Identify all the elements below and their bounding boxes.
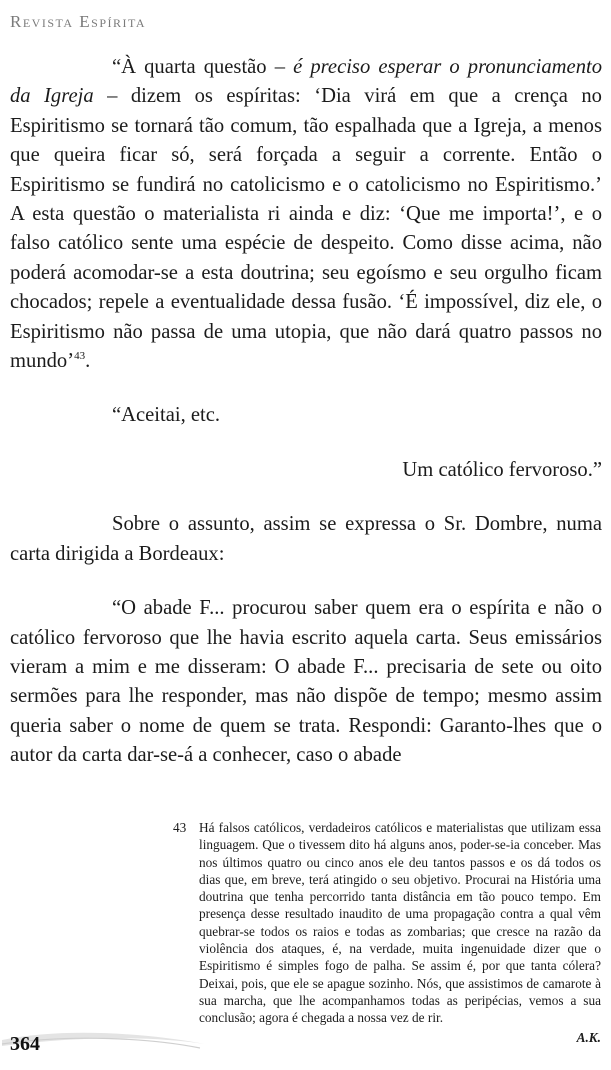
footnote	[173, 819, 601, 1046]
footnote-ref[interactable]: 43	[74, 350, 86, 363]
page-number: 364	[10, 1033, 40, 1055]
paragraph-2: “Aceitai, etc.	[112, 404, 221, 427]
p1-open: “À quarta questão –	[112, 56, 294, 78]
paragraph-3: Sobre o assunto, assim se expressa o Sr. Dombre, numa carta dirigida a Bordeaux:	[10, 513, 602, 565]
footnote-signature: A.K.	[576, 1029, 601, 1045]
paragraph-4: “O abade F... procurou saber quem era o espírita e não o católico fervoroso que lhe havia escrito aquela carta. Seus emissários vieram a mim e me disseram: O abade F... precisaria de sete ou oito sermões para lhe responder, mas não dispõe de tempo; mesmo assim queria saber o nome de quem se trata. Respondi: Garanto-lhes que o autor da carta dar-se-á a conhecer, caso o abade	[10, 597, 602, 767]
footnote-number: 43	[173, 820, 187, 835]
p1-italic: é preciso esperar o pronunciamento da Igreja	[10, 56, 603, 108]
letter-signature: Um católico fervoroso.”	[402, 458, 602, 481]
running-header: Revista Espírita	[10, 12, 147, 31]
p1-rest: – dizem os espíritas: ‘Dia virá em que a crença no Espiritismo se tornará tão comum, tão espalhada que a Igreja, a menos que queira ficar só, será forçada a seguir a corrente. Então o Espiritismo se fundirá no catolicismo e o catolicismo no Espiritismo.’ A esta questão o materialista ri ainda e diz: ‘Que me importa!’, e o falso católico sente uma espécie de despeito. Como disse acima, não poderá acomodar-se a esta doutrina; seu egoísmo e seu orgulho ficam chocados; repele a eventualidade dessa fusão. ‘É impossível, diz ele, o Espiritismo não passa de uma utopia, que não dará quatro passos no mundo’	[10, 85, 602, 373]
paragraph-1	[10, 53, 602, 376]
footnote-text: Há falsos católicos, verdadeiros católicos e materialistas que utilizam essa linguagem. Que o tivessem dito há alguns anos, poder-se-ia conceber. Mas nos últimos quatro ou cinco anos ele deu tantos passos e os dá todos os dias que, em breve, terá atingido o seu objetivo. Procurai na História uma doutrina que tenha percorrido tanta distância em tão pouco tempo. Em presença desse resultado inaudito de uma propagação contra a qual vêm quebrar-se todos os raios e todas as zombarias; que cresce na razão da violência dos ataques, é, na verdade, muita ingenuidade dizer que o Espiritismo é simples fogo de palha. Se assim é, por que tanta cólera? Deixai, pois, que ele se apague sozinho. Nós, que assistimos de camarote à sua marcha, que lhe acompanhamos todas as peripécias, vemos a sua conclusão; agora é chegada a nossa vez de rir.	[199, 820, 601, 1026]
main-text	[10, 53, 602, 771]
p1-end: .	[85, 350, 91, 373]
